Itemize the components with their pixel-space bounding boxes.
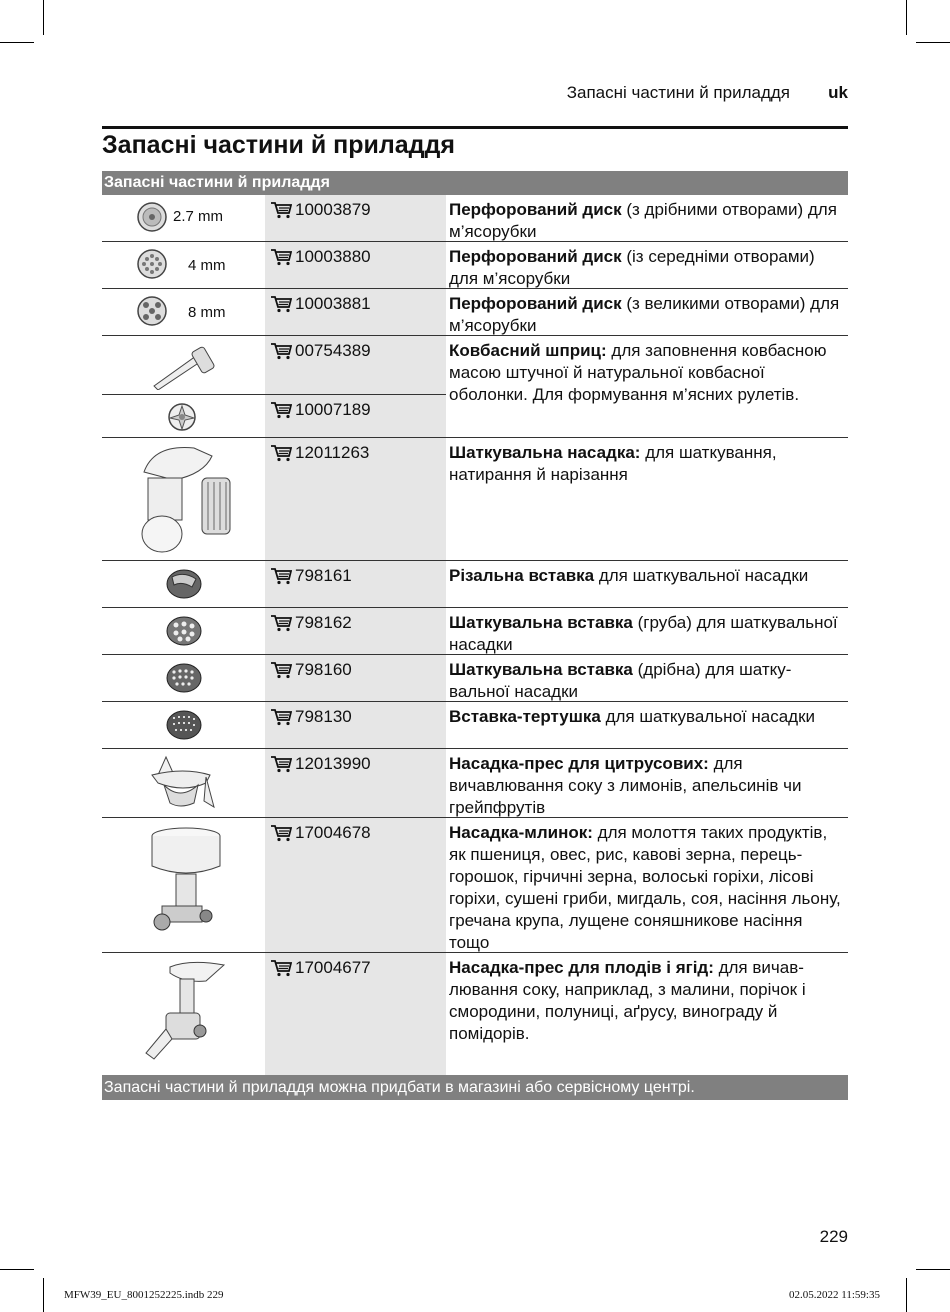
part-name: Вставка-тертушка: [449, 707, 601, 726]
header-section: Запасні частини й приладдя: [566, 83, 790, 102]
table-row: [102, 438, 848, 561]
slicing-insert-icon: [164, 567, 204, 601]
part-description: [449, 246, 846, 290]
cart-icon: [270, 614, 292, 632]
part-details: (дрібна) для шаткувальної насадки: [449, 660, 792, 701]
cart-icon: [270, 342, 292, 360]
cart-icon: [270, 959, 292, 977]
table-row: [102, 655, 848, 702]
table-row: [102, 608, 848, 655]
header-language: uk: [828, 83, 848, 102]
running-header: [102, 82, 848, 106]
table-row: [102, 818, 848, 953]
part-description: [449, 706, 846, 728]
part-name: Ковбасний шприц:: [449, 341, 607, 360]
part-number: 10007189: [295, 400, 371, 419]
part-number: 798162: [295, 613, 352, 632]
part-name: Перфорований диск: [449, 294, 622, 313]
part-description: [449, 442, 846, 486]
table-row: [102, 195, 848, 242]
part-name: Різальна вставка: [449, 566, 595, 585]
fine-shredding-insert-icon: [164, 661, 204, 695]
part-number: 798161: [295, 566, 352, 585]
part-details: для шаткувальної насадки: [594, 566, 809, 585]
part-description: [449, 753, 846, 819]
part-name: Насадка-прес для плодів і ягід:: [449, 958, 714, 977]
table-row: [102, 953, 848, 1075]
table-row: [102, 242, 848, 289]
part-number: 17004677: [295, 958, 371, 977]
cart-icon: [270, 708, 292, 726]
table-row: [102, 561, 848, 608]
hole-size: 2.7 mm: [173, 208, 224, 225]
part-details: (з дрібними отворами) для м’ясорубки: [449, 200, 837, 241]
part-details: (із середніми отворами) для м’ясорубки: [449, 247, 815, 288]
part-description: [449, 659, 846, 703]
part-description: [449, 565, 846, 587]
part-description: [449, 957, 846, 1045]
part-details: для шаткування, натирання й нарізання: [449, 443, 777, 484]
part-description: [449, 199, 846, 243]
table-row: [102, 702, 848, 749]
cart-icon: [270, 567, 292, 585]
part-description: [449, 612, 846, 656]
part-details: (з великими отворами) для м’ясорубки: [449, 294, 840, 335]
part-details: для шаткувальної насадки: [600, 707, 816, 726]
cart-icon: [270, 248, 292, 266]
table-row: [102, 336, 848, 438]
page-number: 229: [819, 1227, 848, 1246]
part-number: 12013990: [295, 754, 371, 773]
perforated-disc-icon: [136, 295, 168, 327]
cart-icon: [270, 295, 292, 313]
hole-size: 4 mm: [188, 257, 226, 274]
page-title: Запасні частини й приладдя: [102, 131, 455, 159]
shredder-attachment-icon: [134, 442, 244, 556]
part-number: 10003879: [295, 200, 371, 219]
header-rule: [102, 126, 848, 129]
part-details: для вичавлювання соку з лимонів, апельсинів чи грейпфрутів: [449, 754, 802, 817]
part-name: Перфорований диск: [449, 200, 622, 219]
part-number: 798160: [295, 660, 352, 679]
part-name: Перфорований диск: [449, 247, 622, 266]
coarse-shredding-insert-icon: [164, 614, 204, 648]
citrus-press-icon: [150, 753, 218, 813]
cart-icon: [270, 755, 292, 773]
part-number: 10003881: [295, 294, 371, 313]
part-name: Шаткувальна вставка: [449, 660, 633, 679]
cutter-knife-icon: [165, 401, 199, 433]
table-footer-note: Запасні частини й приладдя можна придбати в магазині або сервісному центрі.: [102, 1075, 848, 1100]
berry-press-icon: [140, 959, 230, 1067]
part-number: 10003880: [295, 247, 371, 266]
table-row: [102, 289, 848, 336]
part-name: Насадка-прес для цитрусових:: [449, 754, 709, 773]
imprint-file: MFW39_EU_8001252225.indb 229: [64, 1289, 224, 1301]
hole-size: 8 mm: [188, 304, 226, 321]
part-description: [449, 293, 846, 337]
part-number: 798130: [295, 707, 352, 726]
part-details: для вичавлювання соку, наприклад, з малини, порічок і смородини, полуниці, аґрусу, винограду й помідорів.: [449, 958, 806, 1043]
part-number: 17004678: [295, 823, 371, 842]
cart-icon: [270, 661, 292, 679]
part-details: для заповнення ковбасною масою штучної й натуральної ковбасної оболонки. Для формування м’ясних рулетів.: [449, 341, 827, 404]
cart-icon: [270, 444, 292, 462]
part-name: Шаткувальна насадка:: [449, 443, 641, 462]
part-number: 00754389: [295, 341, 371, 360]
part-description: [449, 822, 846, 954]
part-number: 12011263: [295, 443, 370, 462]
parts-table: [102, 171, 848, 1075]
grain-mill-icon: [148, 826, 224, 944]
cart-icon: [270, 401, 292, 419]
perforated-disc-icon: [136, 201, 168, 233]
part-name: Шаткувальна вставка: [449, 613, 633, 632]
part-details: (груба) для шаткувальної насадки: [449, 613, 838, 654]
sausage-horn-icon: [150, 342, 216, 390]
cart-icon: [270, 824, 292, 842]
table-row: [102, 749, 848, 818]
grating-insert-icon: [164, 708, 204, 742]
part-description: [449, 340, 846, 406]
perforated-disc-icon: [136, 248, 168, 280]
part-name: Насадка-млинок:: [449, 823, 593, 842]
imprint-date: 02.05.2022 11:59:35: [789, 1289, 880, 1301]
cart-icon: [270, 201, 292, 219]
table-heading: Запасні частини й приладдя: [102, 171, 848, 195]
part-details: для молоття таких продуктів, як пшениця, овес, рис, кавові зерна, перець-горошок, гірчичні зерна, волоські горіхи, лісові горіхи, сушені гриби, мигдаль, соя, насіння льону, гречана крупа, лущене соняшникове насіння тощо: [449, 823, 841, 952]
